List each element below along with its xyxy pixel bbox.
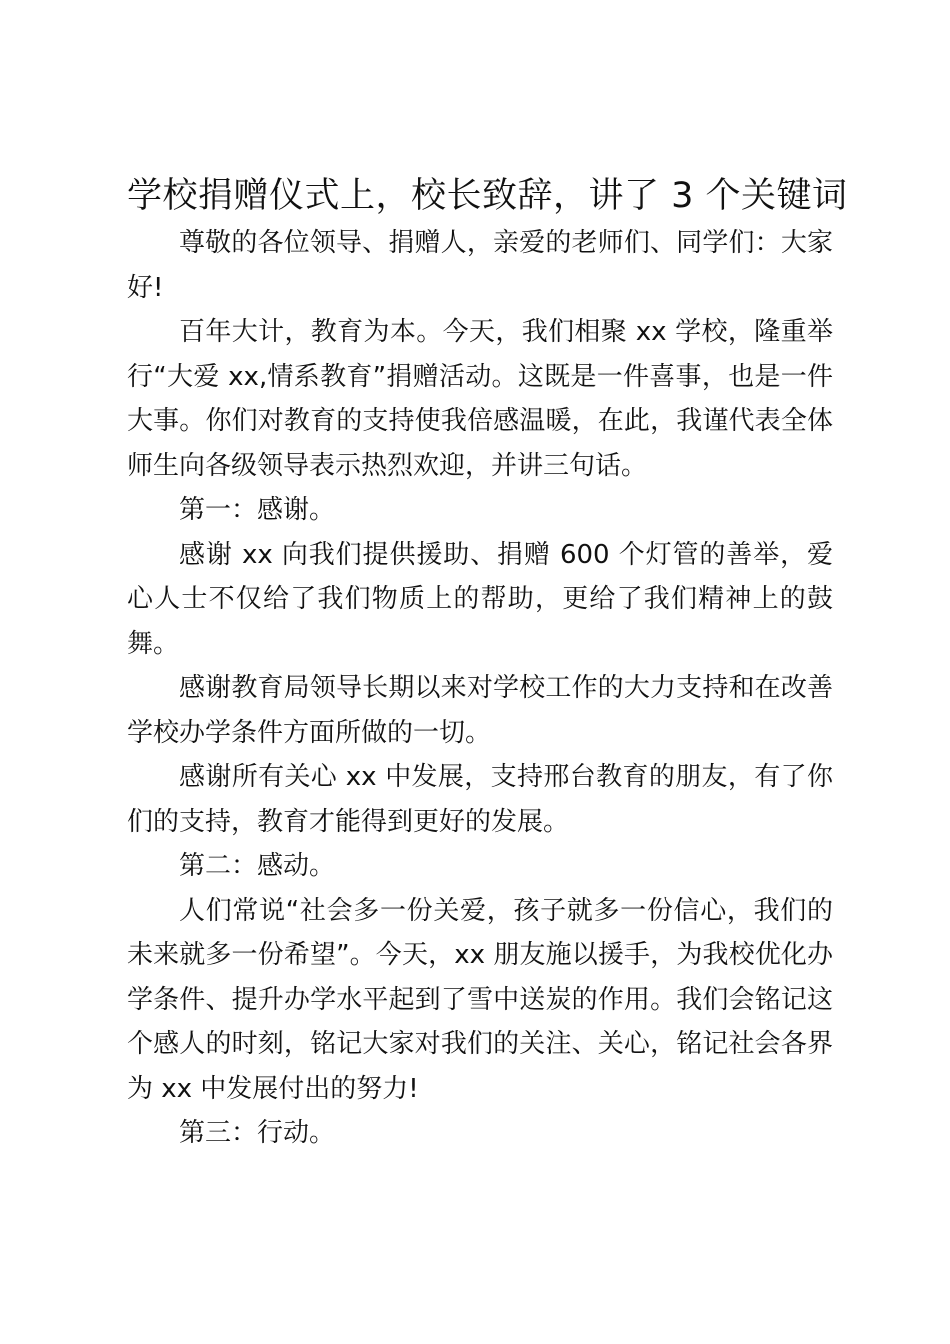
paragraph-greeting: 尊敬的各位领导、捐赠人，亲爱的老师们、同学们：大家好! xyxy=(127,228,833,303)
paragraph-intro: 百年大计，教育为本。今天，我们相聚 xx 学校，隆重举行“大爱 xx,情系教育”捐赠活动。这既是一件喜事，也是一件大事。你们对教育的支持使我倍感温暖，在此，我谨代表全体师生向各级领导表示热烈欢迎，并讲三句话。 xyxy=(127,317,833,481)
paragraph-thanks-education-bureau: 感谢教育局领导长期以来对学校工作的大力支持和在改善学校办学条件方面所做的一切。 xyxy=(127,673,833,748)
section-heading-action: 第三：行动。 xyxy=(179,1118,336,1148)
paragraph-thanks-donor: 感谢 xx 向我们提供援助、捐赠 600 个灯管的善举，爱心人士不仅给了我们物质上的帮助，更给了我们精神上的鼓舞。 xyxy=(127,539,833,659)
section-heading-moved: 第二：感动。 xyxy=(179,851,336,881)
document-page xyxy=(127,172,848,1156)
document-title: 学校捐赠仪式上，校长致辞，讲了 3 个关键词 xyxy=(127,176,848,216)
paragraph-thanks-friends: 感谢所有关心 xx 中发展，支持邢台教育的朋友，有了你们的支持，教育才能得到更好的发展。 xyxy=(127,762,833,837)
section-heading-thanks: 第一：感谢。 xyxy=(179,495,336,525)
paragraph-moved: 人们常说“社会多一份关爱，孩子就多一份信心，我们的未来就多一份希望”。今天，xx 朋友施以援手，为我校优化办学条件、提升办学水平起到了雪中送炭的作用。我们会铭记这个感人的时刻，铭记大家对我们的关注、关心，铭记社会各界为 xx 中发展付出的努力! xyxy=(127,895,833,1104)
